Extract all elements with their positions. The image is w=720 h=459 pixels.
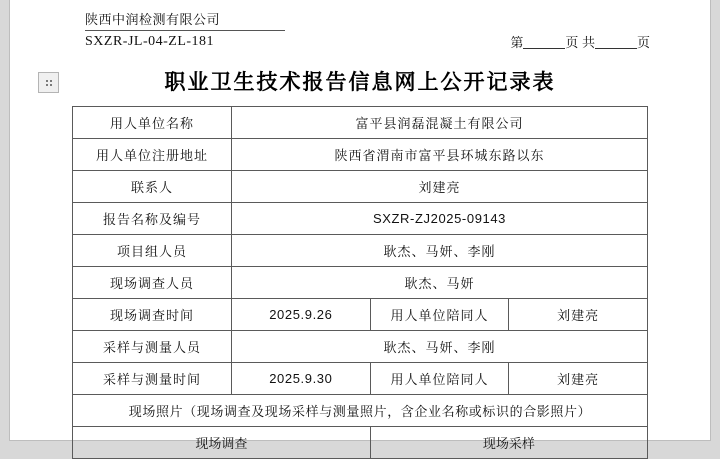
table-row [73, 139, 648, 171]
photo-caption-right: 现场采样 [370, 427, 647, 459]
row-label: 现场调查时间 [73, 299, 232, 331]
row-mid-value: 刘建亮 [509, 299, 648, 331]
page-suffix-label: 页 [636, 35, 650, 50]
document-header [10, 10, 710, 58]
row-value: 2025.9.30 [232, 363, 371, 395]
table-row [73, 267, 648, 299]
row-value: 陕西省渭南市富平县环城东路以东 [232, 139, 648, 171]
header-left-block [85, 10, 285, 52]
document-code: SXZR-JL-04-ZL-181 [85, 30, 285, 52]
row-label: 用人单位名称 [73, 107, 232, 139]
document-page [10, 0, 710, 451]
row-value: 耿杰、马妍、李刚 [232, 235, 648, 267]
row-value: SXZR-ZJ2025-09143 [232, 203, 648, 235]
page-mid-label: 页 共 [565, 35, 595, 50]
row-value: 富平县润磊混凝土有限公司 [232, 107, 648, 139]
row-label: 报告名称及编号 [73, 203, 232, 235]
table-row [73, 331, 648, 363]
page-number-field [510, 32, 650, 51]
row-label: 采样与测量人员 [73, 331, 232, 363]
page-total-blank [595, 35, 637, 49]
row-label: 用人单位注册地址 [73, 139, 232, 171]
table-row [73, 171, 648, 203]
row-value: 刘建亮 [232, 171, 648, 203]
row-value: 耿杰、马妍 [232, 267, 648, 299]
row-label: 联系人 [73, 171, 232, 203]
row-label: 采样与测量时间 [73, 363, 232, 395]
record-table [72, 106, 648, 459]
table-row [73, 203, 648, 235]
photo-caption-left: 现场调查 [73, 427, 371, 459]
table-row [73, 235, 648, 267]
row-value: 2025.9.26 [232, 299, 371, 331]
row-value: 耿杰、马妍、李刚 [232, 331, 648, 363]
table-row-photo-captions [73, 427, 648, 459]
page-title: 职业卫生技术报告信息网上公开记录表 [164, 70, 556, 94]
row-mid-value: 刘建亮 [509, 363, 648, 395]
row-label: 项目组人员 [73, 235, 232, 267]
page-number-blank [523, 35, 565, 49]
table-row [73, 107, 648, 139]
page-prefix-label: 第 [510, 35, 524, 50]
photo-note: 现场照片（现场调查及现场采样与测量照片，含企业名称或标识的合影照片） [73, 395, 648, 427]
table-row [73, 299, 648, 331]
company-name: 陕西中润检测有限公司 [85, 12, 221, 27]
row-mid-label: 用人单位陪同人 [370, 363, 509, 395]
table-row-photo-note [73, 395, 648, 427]
row-label: 现场调查人员 [73, 267, 232, 299]
row-mid-label: 用人单位陪同人 [370, 299, 509, 331]
table-row [73, 363, 648, 395]
